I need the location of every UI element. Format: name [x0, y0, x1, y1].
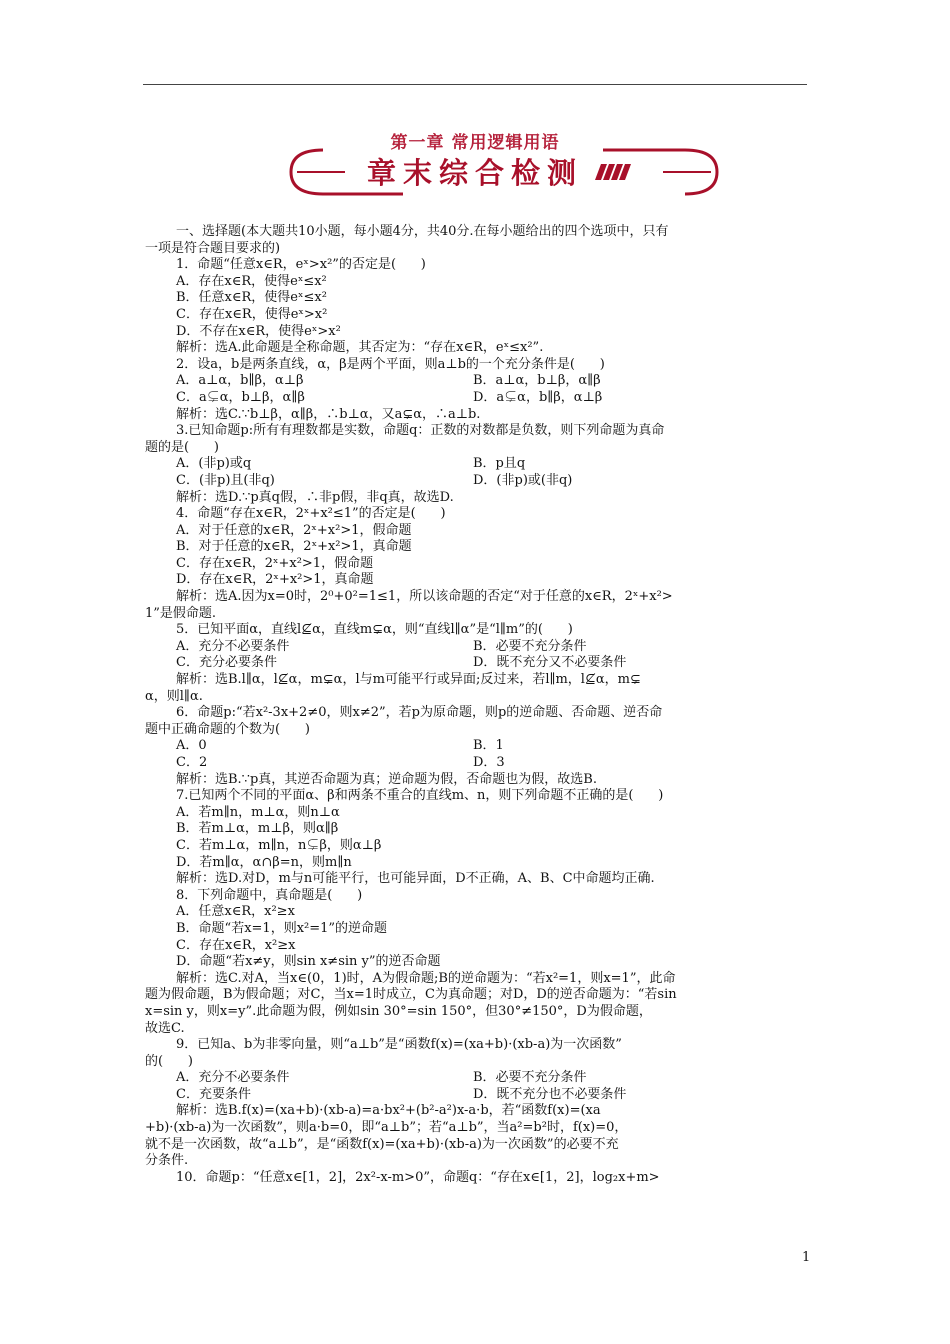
option-left: C．充要条件: [176, 1086, 251, 1102]
header-rule: [143, 84, 807, 85]
text-line: A．存在x∈R，使得eˣ≤x²: [176, 273, 327, 289]
option-left: A．(非p)或q: [176, 456, 252, 472]
option-left: A．0: [176, 738, 207, 754]
option-row: [145, 390, 808, 407]
option-left: A．充分不必要条件: [176, 1070, 290, 1086]
text-line: 1”是假命题.: [145, 605, 217, 621]
option-row: [145, 755, 808, 772]
text-line: 解析：选B.l∥α，l⊈α，m⊊α，l与m可能平行或异面;反过来，若l∥m，l⊈α，m⊊: [176, 672, 641, 688]
option-row: [145, 1070, 808, 1087]
text-line: A．任意x∈R，x²≥x: [176, 904, 295, 920]
text-line: 题中正确命题的个数为( ): [145, 721, 310, 737]
option-right: B．1: [473, 738, 504, 754]
text-line: 解析：选A.此命题是全称命题，其否定为：“存在x∈R，eˣ≤x²”.: [176, 340, 544, 356]
option-right: B．必要不充分条件: [473, 1070, 587, 1086]
chapter-title: 第一章 常用逻辑用语: [390, 133, 560, 153]
option-right: D．既不充分又不必要条件: [473, 655, 627, 671]
text-line: 题为假命题，B为假命题；对C，当x=1时成立，C为真命题；对D，D的逆否命题为：“若sin: [145, 987, 677, 1003]
text-line: 9．已知a、b为非零向量，则“a⊥b”是“函数f(x)=(xa+b)·(xb-a)为一次函数”: [176, 1037, 622, 1053]
text-line: A．对于任意的x∈R，2ˣ+x²>1，假命题: [176, 522, 412, 538]
text-line: 7.已知两个不同的平面α、β和两条不重合的直线m、n，则下列命题不正确的是( ): [176, 788, 664, 804]
text-line: +b)·(xb-a)为一次函数”，则a·b=0，即“a⊥b”；若“a⊥b”，当a²=b²时，f(x)=0，: [145, 1120, 628, 1136]
option-left: C．2: [176, 755, 208, 770]
option-right: D．3: [473, 755, 505, 770]
text-line: B．命题“若x=1，则x²=1”的逆命题: [176, 920, 388, 936]
option-row: [145, 738, 808, 755]
text-line: 8．下列命题中，真命题是( ): [176, 887, 363, 903]
text-line: 解析：选A.因为x=0时，2⁰+0²=1≤1，所以该命题的否定“对于任意的x∈R，2ˣ+x²>: [176, 589, 673, 605]
option-left: C．a⊊α，b⊥β，α∥β: [176, 389, 305, 405]
option-right: B．a⊥α，b⊥β，α∥β: [473, 373, 601, 389]
option-right: D．(非p)或(非q): [473, 472, 573, 488]
text-line: 故选C.: [145, 1020, 185, 1036]
text-line: D．存在x∈R，2ˣ+x²>1，真命题: [176, 572, 374, 588]
text-line: 1．命题“任意x∈R，eˣ>x²”的否定是( ): [176, 257, 426, 273]
option-left: C．充分必要条件: [176, 655, 277, 671]
text-line: 解析：选C.对A，当x∈(0，1)时，A为假命题;B的逆命题为：“若x²=1，则x=1”，此命: [176, 970, 676, 986]
text-line: 分条件.: [145, 1153, 189, 1169]
option-row: [145, 639, 808, 656]
text-line: 解析：选B.f(x)=(xa+b)·(xb-a)=a·bx²+(b²-a²)x-a·b，若“函数f(x)=(xa: [176, 1103, 601, 1119]
text-line: 10．命题p：“任意x∈[1，2]，2x²-x-m>0”，命题q：“存在x∈[1，2]，log₂x+m>: [176, 1169, 660, 1185]
text-line: C．存在x∈R，2ˣ+x²>1，假命题: [176, 555, 374, 571]
option-left: A．a⊥α，b∥β，α⊥β: [176, 373, 304, 389]
option-right: D．a⊊α，b∥β，α⊥β: [473, 389, 603, 405]
text-line: 一、选择题(本大题共10小题，每小题4分，共40分.在每小题给出的四个选项中，只有: [176, 224, 669, 239]
text-line: 5．已知平面α，直线l⊈α，直线m⊊α，则“直线l∥α”是“l∥m”的( ): [176, 622, 573, 638]
option-row: [145, 1087, 808, 1104]
text-line: 的( ): [145, 1053, 193, 1069]
page-number: 1: [802, 1250, 811, 1265]
document-body: [145, 224, 808, 1186]
text-line: 6．命题p:“若x²-3x+2≠0，则x≠2”，若p为原命题，则p的逆命题、否命题、逆否命: [176, 705, 663, 721]
text-line: C．若m⊥α，m∥n，n⊊β，则α⊥β: [176, 837, 382, 853]
option-right: B．必要不充分条件: [473, 638, 587, 654]
text-line: B．若m⊥α，m⊥β，则α∥β: [176, 821, 339, 837]
text-line: x=sin y，则x=y”.此命题为假，例如sin 30°=sin 150°，但30°≠150°，D为假命题，: [145, 1003, 652, 1019]
text-line: D．若m∥α，α∩β=n，则m∥n: [176, 854, 352, 870]
text-line: 解析：选B.∵p真，其逆否命题为真；逆命题为假，否命题也为假，故选B.: [176, 771, 597, 787]
text-line: 解析：选D.对D，m与n可能平行，也可能异面，D不正确，A、B、C中命题均正确.: [176, 871, 655, 887]
banner-title: 章末综合检测: [366, 156, 583, 190]
text-line: 3.已知命题p:所有有理数都是实数，命题q：正数的对数都是负数，则下列命题为真命: [176, 423, 665, 439]
option-left: C．(非p)且(非q): [176, 472, 275, 488]
text-line: C．存在x∈R，x²≥x: [176, 937, 296, 953]
option-row: [145, 655, 808, 672]
text-line: 解析：选C.∵b⊥β，α∥β，∴b⊥α，又a⊊α，∴a⊥b.: [176, 406, 481, 422]
option-left: A．充分不必要条件: [176, 638, 290, 654]
text-line: B．对于任意的x∈R，2ˣ+x²>1，真命题: [176, 539, 412, 555]
text-line: C．存在x∈R，使得eˣ>x²: [176, 306, 328, 322]
text-line: 一项是符合题目要求的): [145, 240, 281, 256]
option-row: [145, 456, 808, 473]
text-line: 就不是一次函数，故“a⊥b”，是“函数f(x)=(xa+b)·(xb-a)为一次函数”的必要不充: [145, 1136, 619, 1152]
text-line: 4．命题“存在x∈R，2ˣ+x²≤1”的否定是( ): [176, 506, 446, 522]
text-line: 解析：选D.∵p真q假，∴非p假，非q真，故选D.: [176, 489, 454, 505]
text-line: B．任意x∈R，使得eˣ≤x²: [176, 290, 327, 306]
option-row: [145, 473, 808, 490]
text-line: 题的是( ): [145, 439, 219, 455]
option-row: [145, 373, 808, 390]
text-line: α，则l∥α.: [145, 688, 203, 704]
text-line: D．命题“若x≠y，则sin x≠sin y”的逆否命题: [176, 954, 441, 970]
option-right: D．既不充分也不必要条件: [473, 1086, 627, 1102]
option-right: B．p且q: [473, 456, 526, 472]
text-line: A．若m∥n，m⊥α，则n⊥α: [176, 804, 340, 820]
text-line: 2．设a，b是两条直线，α，β是两个平面，则a⊥b的一个充分条件是( ): [176, 356, 605, 372]
text-line: D．不存在x∈R，使得eˣ>x²: [176, 323, 341, 339]
